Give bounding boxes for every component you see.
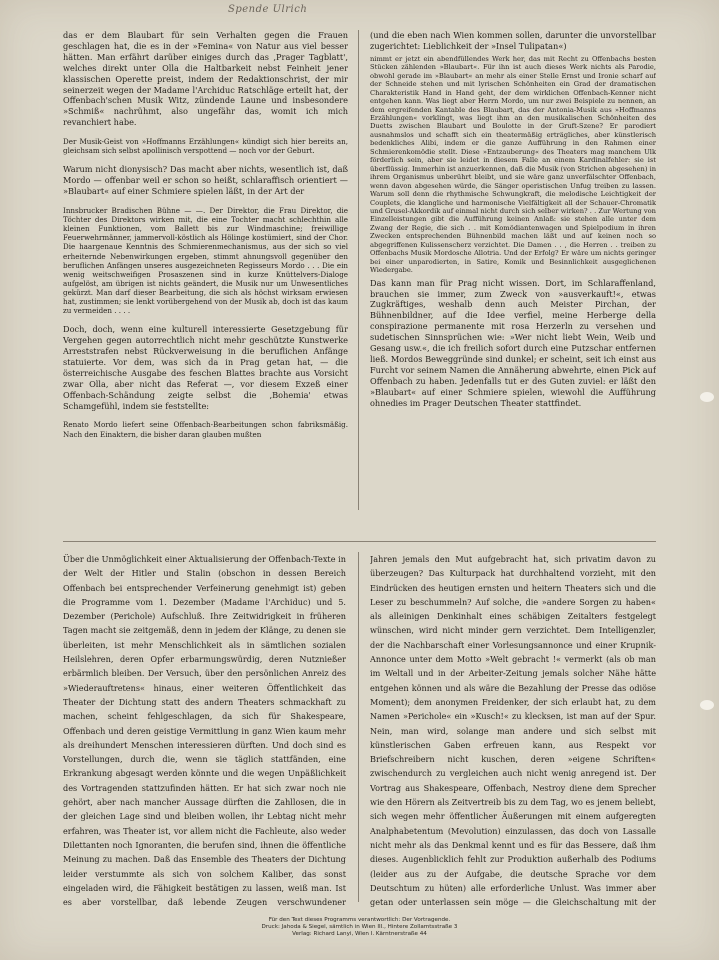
quote-block: nimmt er jetzt ein abendfüllendes Werk her, das mit Recht zu Offenbachs besten Stücken zählenden »Blaubart«. Für ihn ist auch dieses Werk nichts als Parodie, obwohl gerade im »Blaubart« an mehr als einer Stelle Ernst und Ironie scharf auf der Schneide stehen und mit lyrischen Schönheiten ein Grad der dramatischen Charakteristik Hand in Hand geht, der dem wirklichen Offenbach-Kenner nicht entgehen kann. Was liegt aber Herrn Mordo, um nur zwei Beispiele zu nennen, an dem ergreifenden Kantable des Blaubart, das der Antonia-Musik aus »Hoffmanns Erzählungen« vorklingt, was liegt ihm an den musikalischen Schönheiten des Duetts zwischen Blaubart und Boulotte in der Gruft-Szene? Er parodiert ausnahmslos und schafft sich ein theatermäßig erträgliches, aber künstlerisch bedenkliches Alibi, indem er die ganze Aufführung in den Rahmen einer Schmierenkomödie stellt. Diese »Entzauberung« des Theaters mag manchem Ulk förderlich sein, aber sie leidet in diesem Falle an einem Kardinalfehler: sie ist überflüssig. Immerhin ist anzuerkennen, daß die Musik (von Strichen abgesehen) in ihrem Organismus unberührt bleibt, und sie wäre ganz unverfälschter Offenbach, wenn davon abgesehen würde, die Sänger operistischen Unfug treiben zu lassen. Warum soll denn die rhythmische Schwungkraft, die melodische Leichtigkeit der Couplets, die klangliche und harmonische Vielfältigkeit all der Schauer-Chromatik und Grusel-Akkordik auf einmal nicht durch sich selber wirken? . . Zur Wertung von Einzelleistungen gibt die Aufführung keinen Anlaß: sie stehen alle unter dem Zwang der Regie, die sich . . mit Komödiantenwagen und Spielpodium in ihren Zwecken entsprechenden Bühnenbild machen läßt und auf keinen noch so abgegriffenen Kulissenscherz verzichtet. Die Damen . . , die Herren . . treiben zu Offenbachs Musik Mordosche Allotria. Und der Erfolg? Er wäre um nichts geringer bei einer unparodierten, in Satire, Komik und Besinnlichkeit ausgeglichenen Wiedergabe. (370, 54, 656, 275)
paragraph: (und die eben nach Wien kommen sollen, darunter die unvorstellbar zugerichtet: Lieblichkeit der »Insel Tulipatan«) (370, 30, 656, 51)
imprint-line: Druck: Jahoda & Siegel, sämtlich in Wien III., Hintere Zollamtsstraße 3 (261, 924, 458, 931)
punch-hole (700, 392, 714, 402)
column-divider (358, 552, 359, 902)
handwritten-note: Spende Ulrich (228, 4, 308, 15)
upper-left-column (63, 30, 348, 510)
upper-right-column (370, 30, 656, 500)
paragraph: Warum nicht dionysisch? Das macht aber nichts, wesentlich ist, daß Mordo — offenbar weil er schon so heißt, schlaraffisch orientiert — »Blaubart« auf einer Schmiere spielen läßt, in der Art der (63, 164, 348, 197)
quote-block: Innsbrucker Bradischen Bühne — —. Der Direktor, die Frau Direktor, die Töchter des Direktors wirken mit, die eine Tochter macht schlechthin alle kleinen Funktionen, vom Ballett bis zur Windmaschine; freiwillige Feuerwehrmänner, jammervoll-köstlich als Hölinge kostümiert, sind der Chor. Die haargenaue Kenntnis des Schmierenmechanismus, aus der sich so viel erheiternde Nebenwirkungen ergeben, stimmt ahnungsvoll gegenüber den beruflichen Anfängen unseres ausgezeichneten Regisseurs Mordo . . . Die ein wenig weitschweifigen Prosaszenen sind in kurze Knüttelvers-Dialoge aufgelöst, am übrigen ist nichts geändert, die Musik nur um Unwesentliches gekürzt. Man darf dieser Bearbeitung, die sich als höchst wirksam erwiesen hat, zustimmen; sie lenkt vorübergehend von der Musik ab, doch ist das kaum zu vermeiden . . . . (63, 206, 348, 316)
paragraph: Über die Unmöglichkeit einer Aktualisierung der Offenbach-Texte in der Welt der Hitler und Stalin (obschon in dessen Bereich Offenbach bei entsprechender Verfeinerung genehmigt ist) geben die Programme vom 1. Dezember (Madame l'Archiduc) und 5. Dezember (Perichole) Aufschluß. Ihre Zeitwidrigkeit in früheren Tagen macht sie zeitgemäß, denn in jedem der Klänge, zu denen sie überleiten, ist mehr Menschlichkeit als in sämtlichen sozialen Heilslehren, deren Opfer erbarmungswürdig, deren Nutznießer erbärmlich bleiben. Der Versuch, über den persönlichen Anreiz des »Wiederauftretens« hinaus, einer weiteren Öffentlichkeit das Theater der Dichtung statt des andern Theaters schmackhaft zu machen, scheint fehlgeschlagen, da sich für Shakespeare, Offenbach und deren geistige Vermittlung in ganz Wien kaum mehr als dreihundert Menschen interessieren dürften. Und doch sind es Vorstellungen, durch die, wenn sie täglich stattfänden, eine Erkrankung abgesagt werden könnte und die wegen Unpäßlichkeit des Vortragenden stattzufinden hätten. Er hat sich zwar noch nie gehört, aber nach mancher Aussage dürften die Zahllosen, die in der gleichen Lage sind und bleiben wollen, ihr Lebtag nicht mehr erfahren, was Theater ist, vor allem nicht die Fachleute, also weder Dilettanten noch Ignoranten, die berufen sind, ihnen die öffentliche Meinung zu machen. Daß das Ensemble des Theaters der Dichtung leider verstummte als sich von solchem Kaliber, das sonst eingeladen wird, die Fähigkeit bestätigen zu lassen, weiß man. Ist es aber vorstellbar, daß lebende Zeugen verschwundener (63, 554, 346, 908)
lower-right-column (370, 552, 656, 910)
column-divider (358, 30, 359, 510)
imprint (100, 917, 619, 939)
lower-left-column (63, 552, 346, 910)
paragraph: das er dem Blaubart für sein Verhalten gegen die Frauen geschlagen hat, die es in der »Femina« von Natur aus viel besser hätten. Man erfährt darüber einiges durch das ‚Prager Tagblatt', welches direkt unter Olla die Haltbarkeit nebst Feinheit jener klassischen Operette preist, indem der Redaktionschrist, der mir seinerzeit wegen der Madame l'Archiduc Ratschläge erteilt hat, der Offenbach'schen Musik Witz, zündende Laune und insbesondere »Schmiß« nachrühmt, also ungefähr das, womit ich mich revanchiert habe. (63, 30, 348, 128)
quote-block: Der Musik-Geist von »Hoffmanns Erzählungen« kündigt sich hier bereits an, gleichsam sich selbst apollinisch verspottend — noch vor der Geburt. (63, 137, 348, 156)
section-divider (63, 541, 656, 542)
quote-block: Renato Mordo liefert seine Offenbach-Bearbeitungen schon fabriksmäßig. Nach den Einaktern, die bisher daran glauben mußten (63, 420, 348, 439)
punch-hole (700, 700, 714, 710)
paragraph: Doch, doch, wenn eine kulturell interessierte Gesetzgebung für Vergehen gegen autorrechtlich nicht mehr geschützte Kunstwerke Arreststrafen nebst Rückverweisung in die beruflichen Anfänge statuierte. Vor dem, was sich da in Prag getan hat, — die österreichische Ausgabe des feschen Blattes brachte aus Vorsicht zwar Olla, aber nicht das Referat —, vor diesem Exzeß einer Offenbach-Schändung zeigte selbst die ‚Bohemia' etwas Schamgefühl, indem sie feststellte: (63, 324, 348, 411)
imprint-line: Verlag: Richard Lanyi, Wien I. Kärntnerstraße 44 (292, 931, 427, 938)
paragraph: Jahren jemals den Mut aufgebracht hat, sich privatim davon zu überzeugen? Das Kulturpack hat durchhaltend vorzieht, mit den Eindrücken des heutigen ernsten und heitern Theaters sich und die Leser zu beschummeln? Auf solche, die »andere Sorgen zu haben« als alleinigen Denkinhalt eines schäbigen Zeitalters festgelegt wünschen, wird nicht minder gern verzichtet. Dem Intelligenzler, der die Nachbarschaft einer Vorlesungsannonce und einer Krupnik-Annonce unter dem Motto »Welt gebracht !« vermerkt (als ob man im Weltall und in der Arbeiter-Zeitung jemals solcher Nähe hätte entgehen können und als wäre die Bezahlung der Presse das odiöse Moment); dem anonymen Freidenker, der sich erlaubt hat, zu dem Namen »Perichole« ein »Kusch!« zu klecksen, ist man auf der Spur. Nein, man wird, solange man andere und sich selbst mit künstlerischen Gaben erfreuen kann, aus Respekt vor Briefschreibern nicht kuschen, deren »eigene Schriften« zwischendurch zu vergleichen auch nicht wenig anregend ist. Der Vortrag aus Shakespeare, Offenbach, Nestroy diene dem Sprecher wie den Hörern als Zeitvertreib bis zu dem Tag, wo es jenem beliebt, sich wegen mehr öffentlicher Äußerungen mit einem aufgeregten Analphabetentum (Mevolution) einzulassen, das doch von Lassalle nicht mehr als das Denkmal kennt und es für das Bessere, daß ihm dieses. Augenblicklich fehlt zur Produktion außerhalb des Podiums (leider aus zu der Aufgabe, die deutsche Sprache vor dem Deutschtum zu hüten) alle erforderliche Unlust. Was immer aber getan oder unterlassen sein möge — die Gleichschaltung mit der (370, 554, 656, 908)
imprint-line: Für den Text dieses Programms verantwortlich: Der Vortragende. (268, 917, 451, 923)
paragraph: Das kann man für Prag nicht wissen. Dort, im Schlaraffenland, brauchen sie immer, zum Zweck von »ausverkauft!«, etwas Zugkräftiges, weshalb denn auch Meister Pirchan, der Bühnenbildner, auf die Idee verfiel, meine Herberge della conspirazione permanente mit rosa Herzerln zu versehen und sudetischen Sinnsprüchen wie: »Wer nicht liebt Wein, Weib und Gesang usw.«, die ich freilich sofort durch eine Putzschar entfernen ließ. Mordos Beweggründe sind dunkel; er scheint, seit ich einst aus Furcht vor seinem Namen die Annäherung abwehrte, einen Pick auf Offenbach zu haben. Jedenfalls tut er des Guten zuviel: er läßt den »Blaubart« auf einer Schmiere spielen, wiewohl die Aufführung ohnedies im Prager Deutschen Theater stattfindet. (370, 277, 656, 408)
